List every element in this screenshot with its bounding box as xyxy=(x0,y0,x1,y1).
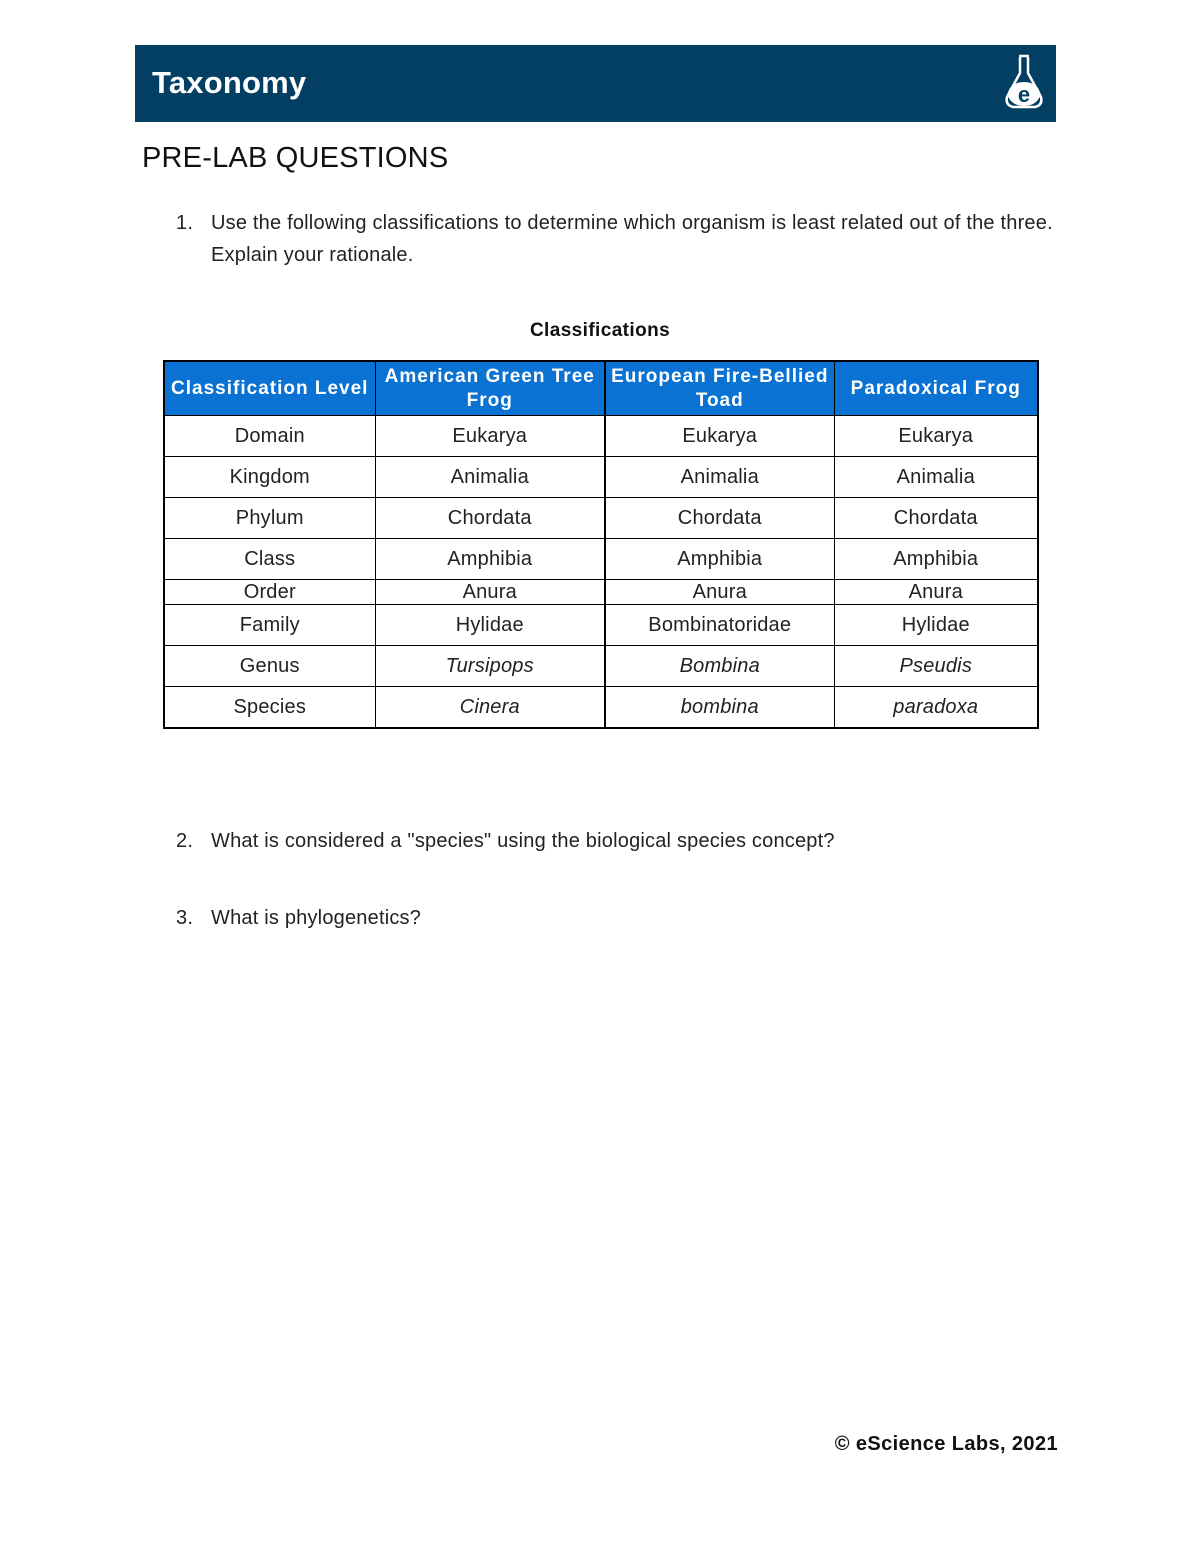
table-row xyxy=(164,457,1038,498)
question-number: 1. xyxy=(176,212,194,234)
table-cell: Anura xyxy=(834,580,1038,605)
table-cell: Pseudis xyxy=(834,646,1038,687)
table-cell: Animalia xyxy=(605,457,834,498)
question-number: 3. xyxy=(176,907,194,929)
table-row xyxy=(164,539,1038,580)
page-title: Taxonomy xyxy=(152,65,307,100)
column-header: European Fire-Bellied Toad xyxy=(605,361,834,416)
column-header: Paradoxical Frog xyxy=(834,361,1038,416)
table-cell: Class xyxy=(164,539,375,580)
table-cell: Kingdom xyxy=(164,457,375,498)
table-cell: Cinera xyxy=(375,687,605,729)
table-cell: Bombina xyxy=(605,646,834,687)
table-cell: Anura xyxy=(605,580,834,605)
section-title: PRE-LAB QUESTIONS xyxy=(142,142,449,174)
table-cell: Genus xyxy=(164,646,375,687)
table-row xyxy=(164,416,1038,457)
table-row xyxy=(164,687,1038,729)
table-cell: bombina xyxy=(605,687,834,729)
table-cell: Amphibia xyxy=(605,539,834,580)
column-header: Classification Level xyxy=(164,361,375,416)
header-bar xyxy=(135,45,1056,122)
table-cell: paradoxa xyxy=(834,687,1038,729)
copyright-footer: © eScience Labs, 2021 xyxy=(834,1433,1058,1455)
table-header-row xyxy=(164,361,1038,416)
question-text: Use the following classifications to determine which organism is least related out of the three. Explain your rationale. xyxy=(211,212,1053,266)
table-cell: Tursipops xyxy=(375,646,605,687)
table-cell: Amphibia xyxy=(834,539,1038,580)
svg-text:e: e xyxy=(1017,82,1031,107)
column-header: American Green Tree Frog xyxy=(375,361,605,416)
table-cell: Chordata xyxy=(605,498,834,539)
question-1 xyxy=(176,207,1056,277)
flask-e-logo-icon xyxy=(1002,53,1046,111)
table-cell: Eukarya xyxy=(834,416,1038,457)
table-cell: Anura xyxy=(375,580,605,605)
table-caption: Classifications xyxy=(529,320,671,341)
table-cell: Chordata xyxy=(834,498,1038,539)
table-cell: Domain xyxy=(164,416,375,457)
table-cell: Chordata xyxy=(375,498,605,539)
table-row xyxy=(164,498,1038,539)
table-cell: Eukarya xyxy=(375,416,605,457)
table-cell: Order xyxy=(164,580,375,605)
table-cell: Amphibia xyxy=(375,539,605,580)
table-cell: Animalia xyxy=(375,457,605,498)
question-2 xyxy=(176,825,1056,859)
table-cell: Animalia xyxy=(834,457,1038,498)
table-row xyxy=(164,605,1038,646)
classification-table xyxy=(163,360,1039,729)
table-cell: Bombinatoridae xyxy=(605,605,834,646)
table-cell: Eukarya xyxy=(605,416,834,457)
table-cell: Hylidae xyxy=(834,605,1038,646)
table-cell: Family xyxy=(164,605,375,646)
question-number: 2. xyxy=(176,830,194,852)
question-text: What is phylogenetics? xyxy=(211,907,422,929)
question-text: What is considered a "species" using the biological species concept? xyxy=(211,830,835,852)
table-row xyxy=(164,646,1038,687)
table-cell: Phylum xyxy=(164,498,375,539)
table-cell: Species xyxy=(164,687,375,729)
question-3 xyxy=(176,902,1056,936)
table-cell: Hylidae xyxy=(375,605,605,646)
table-row xyxy=(164,580,1038,605)
